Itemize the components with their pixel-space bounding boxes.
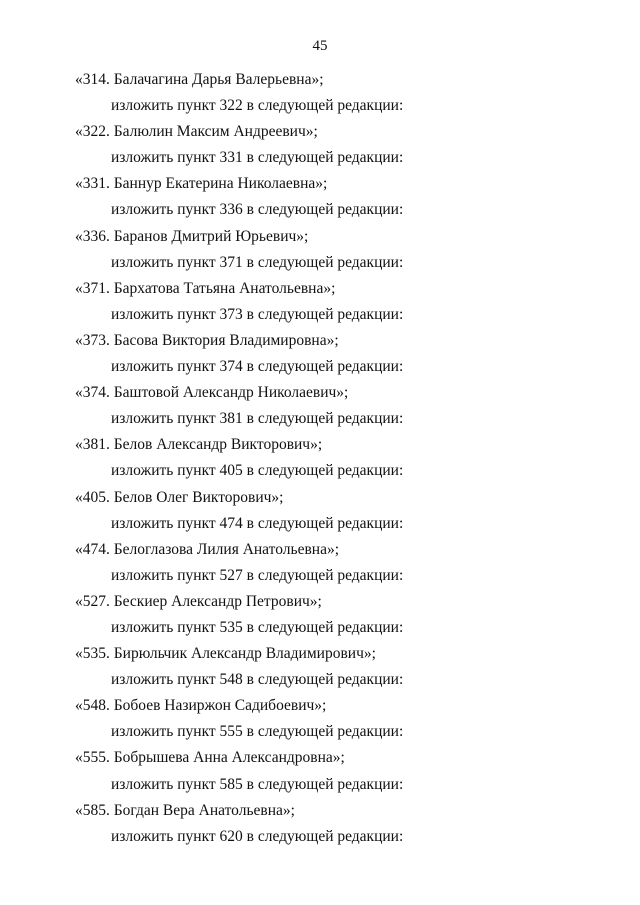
page-number: 45	[312, 38, 328, 54]
entry-instruction-line: изложить пункт 555 в следующей редакции:	[111, 723, 404, 741]
entry-name-line: «381. Белов Александр Викторович»;	[75, 436, 323, 454]
entry-name-line: «405. Белов Олег Викторович»;	[75, 488, 284, 506]
entry-instruction-line: изложить пункт 620 в следующей редакции:	[111, 827, 404, 845]
entry-instruction-line: изложить пункт 405 в следующей редакции:	[111, 462, 404, 480]
entry-name-line: «336. Баранов Дмитрий Юрьевич»;	[75, 227, 309, 245]
entry-instruction-line: изложить пункт 381 в следующей редакции:	[111, 410, 404, 428]
entry-instruction-line: изложить пункт 548 в следующей редакции:	[111, 671, 404, 689]
entry-name-line: «527. Бескиер Александр Петрович»;	[75, 592, 322, 610]
entry-instruction-line: изложить пункт 374 в следующей редакции:	[111, 358, 404, 376]
entry-instruction-line: изложить пункт 474 в следующей редакции:	[111, 514, 404, 532]
entry-name-line: «585. Богдан Вера Анатольевна»;	[75, 801, 295, 819]
entry-instruction-line: изложить пункт 527 в следующей редакции:	[111, 566, 404, 584]
entry-instruction-line: изложить пункт 336 в следующей редакции:	[111, 201, 404, 219]
entry-name-line: «374. Баштовой Александр Николаевич»;	[75, 384, 349, 402]
entry-instruction-line: изложить пункт 331 в следующей редакции:	[111, 149, 404, 167]
entry-name-line: «331. Баннур Екатерина Николаевна»;	[75, 175, 328, 193]
entry-name-line: «548. Бобоев Назиржон Садибоевич»;	[75, 697, 327, 715]
entry-instruction-line: изложить пункт 585 в следующей редакции:	[111, 775, 404, 793]
entry-name-line: «373. Басова Виктория Владимировна»;	[75, 331, 339, 349]
entry-name-line: «314. Балачагина Дарья Валерьевна»;	[75, 71, 324, 88]
entry-instruction-line: изложить пункт 535 в следующей редакции:	[111, 618, 404, 636]
entry-name-line: «322. Балюлин Максим Андреевич»;	[75, 123, 318, 141]
entry-instruction-line: изложить пункт 322 в следующей редакции:	[111, 97, 404, 115]
entry-instruction-line: изложить пункт 373 в следующей редакции:	[111, 305, 404, 323]
entry-name-line: «555. Бобрышева Анна Александровна»;	[75, 749, 345, 767]
entry-instruction-line: изложить пункт 371 в следующей редакции:	[111, 253, 404, 271]
document-body	[0, 70, 640, 853]
entry-name-line: «371. Бархатова Татьяна Анатольевна»;	[75, 279, 336, 297]
entry-name-line: «535. Бирюльчик Александр Владимирович»;	[75, 645, 376, 663]
entry-name-line: «474. Белоглазова Лилия Анатольевна»;	[75, 540, 340, 558]
